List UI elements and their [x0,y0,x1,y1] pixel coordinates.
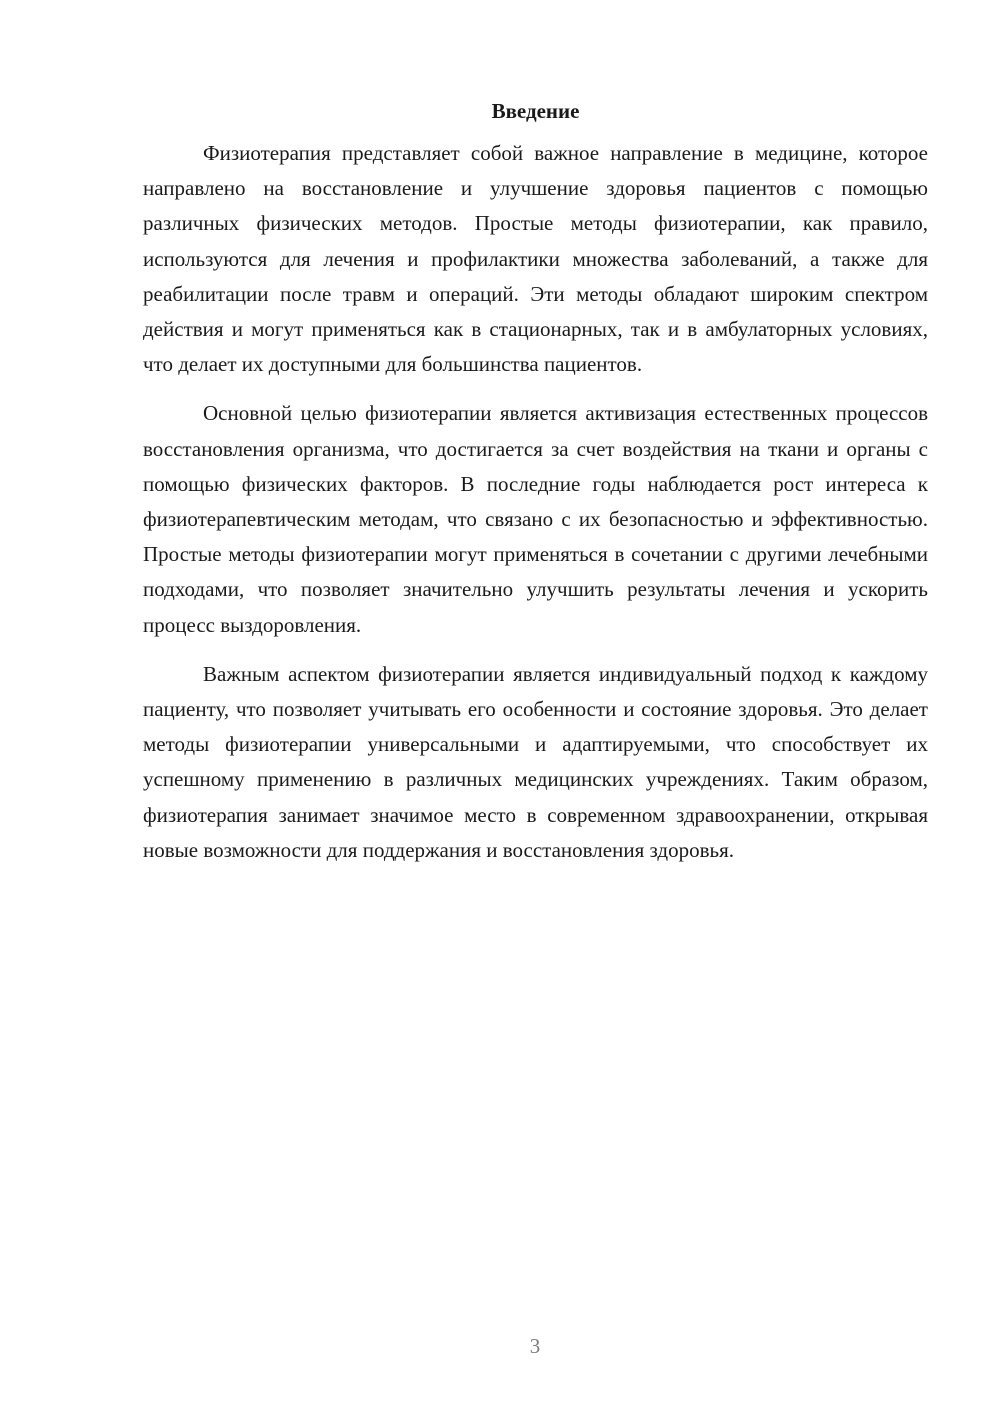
page-number: 3 [529,1334,541,1358]
paragraph-1: Физиотерапия представляет собой важное направление в медицине, которое направлено на восстановление и улучшение здоровья пациентов с помощью различных физических методов. Простые методы физиотерапии, как правило, используются для лечения и профилактики множества заболеваний, а также для реабилитации после травм и операций. Эти методы обладают широким спектром действия и могут применяться как в стационарных, так и в амбулаторных условиях, что делает их доступными для большинства пациентов. [143,141,928,377]
paragraph-2: Основной целью физиотерапии является активизация естественных процессов восстановления организма, что достигается за счет воздействия на ткани и органы с помощью физических факторов. В последние годы наблюдается рост интереса к физиотерапевтическим методам, что связано с их безопасностью и эффективностью. Простые методы физиотерапии могут применяться в сочетании с другими лечебными подходами, что позволяет значительно улучшить результаты лечения и ускорить процесс выздоровления. [143,401,928,637]
document-page [143,96,928,868]
paragraph-3: Важным аспектом физиотерапии является индивидуальный подход к каждому пациенту, что позволяет учитывать его особенности и состояние здоровья. Это делает методы физиотерапии универсальными и адаптируемыми, что способствует их успешному применению в различных медицинских учреждениях. Таким образом, физиотерапия занимает значимое место в современном здравоохранении, открывая новые возможности для поддержания и восстановления здоровья. [143,661,928,862]
section-heading: Введение [491,99,580,123]
